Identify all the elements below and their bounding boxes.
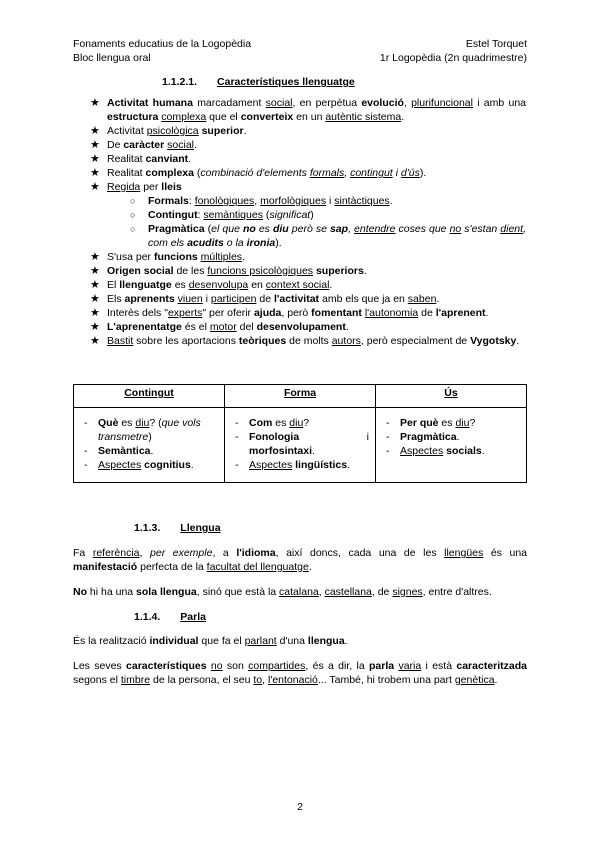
section-title: Llengua [180,522,221,534]
list-item: ★ Activitat psicològica superior. [90,125,247,137]
running-header-line-1 [73,37,527,51]
star-icon: ★ [90,181,100,193]
laws-sublist [107,194,526,250]
table-cell-forma [225,408,376,483]
star-icon: ★ [90,153,100,165]
table-header-row [74,385,527,408]
cell-item: - Aspectes cognitius. [84,459,194,471]
list-item: ★ Bastit sobre les aportacions teòriques de molts autors, però especialment de Vygotsky. [90,335,520,347]
star-icon: ★ [90,167,100,179]
characteristics-list [90,96,526,348]
star-icon: ★ [90,265,100,277]
list-item: ★ Origen social de les funcions psicològiques superiors. [90,265,367,277]
header-course: Fonaments educatius de la Logopèdia [73,38,252,50]
cell-item: - Com es diu? [235,417,310,429]
circle-icon: ○ [130,224,136,234]
cell-item: - Fonologia i morfosintaxi. [235,431,369,457]
table-cell-contingut [74,408,225,483]
star-icon: ★ [90,125,100,137]
star-icon: ★ [90,97,100,109]
star-icon: ★ [90,307,100,319]
section-number: 1.1.3. [134,522,161,534]
list-item: ★ El llenguatge es desenvolupa en context social. [90,279,333,291]
star-icon: ★ [90,335,100,347]
header-block: Bloc llengua oral [73,52,151,64]
header-author: Estel Torquet [465,38,527,50]
circle-icon: ○ [130,196,136,206]
content-form-use-table [73,384,527,483]
list-item: ★ Regida per lleis ○ Formals: fonològiques, morfològiques i sintàctiques. ○ Contingut: semàntiques (significat) ○ Pragmàtica (el que no es diu però se sap, entendre coses que no s'estan dient, com els acudits o la ironia). [90,181,526,249]
cell-item: - Aspectes lingüístics. [235,459,350,471]
header-term: 1r Logopèdia (2n quadrimestre) [379,52,527,64]
star-icon: ★ [90,251,100,263]
sub-list-item: ○ Pragmàtica (el que no es diu però se sap, entendre coses que no s'estan dient, com els acudits o la ironia). [130,223,526,249]
cell-item: - Semàntica. [84,445,154,457]
cell-item: - Aspectes socials. [386,445,485,457]
section-title: Característiques llenguatge [217,76,355,88]
table-row [74,408,527,483]
list-item: ★ L'aprenentatge és el motor del desenvolupament. [90,321,349,333]
section-number: 1.1.4. [134,611,161,623]
star-icon: ★ [90,279,100,291]
paragraph-parla-characteristics: Les seves característiques no son compartides, és a dir, la parla varia i està caracteritzada segons el timbre de la persona, el seu to, l'entonació... També, hi trobem una part genètica. [73,660,527,686]
list-item: ★ Realitat complexa (combinació d'elements formals, contingut i d'ús). [90,167,427,179]
table-cell-us [376,408,527,483]
star-icon: ★ [90,293,100,305]
paragraph-llengua-types: No hi ha una sola llengua, sinó que està la catalana, castellana, de signes, entre d'altres. [73,586,492,598]
section-heading-1-1-4 [134,610,206,624]
running-header-line-2 [73,51,527,65]
column-header-forma: Forma [225,385,376,408]
list-item: ★ Els aprenents viuen i participen de l'activitat amb els que ja en saben. [90,293,440,305]
column-header-us: Ús [376,385,527,408]
cell-item: - Què es diu? (que vols transmetre) [84,417,201,443]
list-item: ★ Realitat canviant. [90,153,192,165]
section-heading-1-1-2-1 [162,75,355,89]
cell-item: - Per què es diu? [386,417,476,429]
star-icon: ★ [90,139,100,151]
page-number: 2 [297,801,303,813]
column-header-contingut: Contingut [74,385,225,408]
circle-icon: ○ [130,210,136,220]
section-number: 1.1.2.1. [162,76,198,88]
list-item: ★ Interès dels "experts" per oferir ajuda, però fomentant l'autonomia de l'aprenent. [90,307,489,319]
section-title: Parla [180,611,206,623]
list-item: ★ S'usa per funcions múltiples. [90,251,245,263]
sub-list-item: ○ Contingut: semàntiques (significat) [130,209,314,221]
paragraph-llengua-definition: Fa referència, per exemple, a l'idioma, així doncs, cada una de les llengües és una manifestació perfecta de la facultat del llenguatge. [73,547,528,573]
list-item: ★ Activitat humana marcadament social, en perpètua evolució, plurifuncional i amb una estructura complexa que el converteix en un autèntic sistema. [90,97,526,123]
cell-item: - Pragmàtica. [386,431,460,443]
star-icon: ★ [90,321,100,333]
list-item: ★ De caràcter social. [90,139,197,151]
section-heading-1-1-3 [134,521,221,535]
paragraph-parla-definition: És la realització individual que fa el parlant d'una llengua. [73,635,348,647]
sub-list-item: ○ Formals: fonològiques, morfològiques i sintàctiques. [130,195,393,207]
